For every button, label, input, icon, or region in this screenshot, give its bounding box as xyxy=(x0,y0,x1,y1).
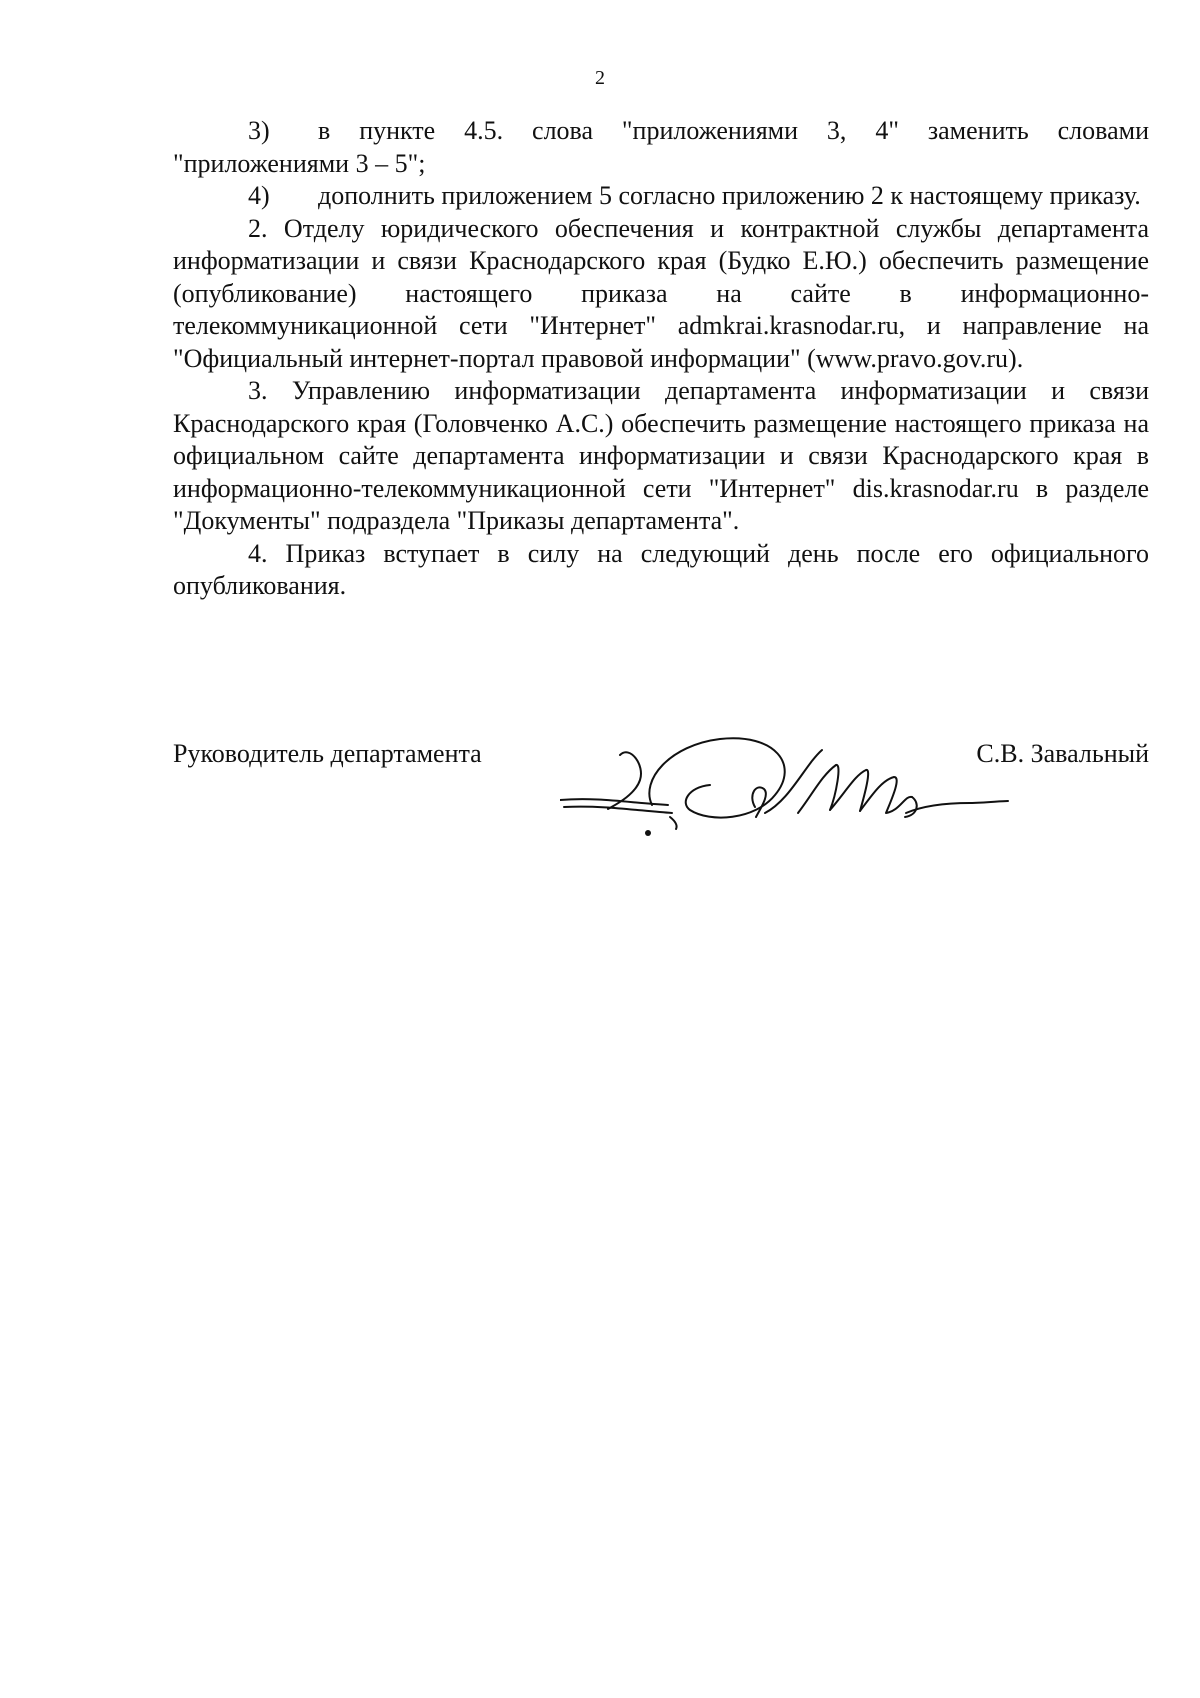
handwritten-signature xyxy=(560,725,1010,845)
list-item xyxy=(173,115,1149,180)
item-text: в пункте 4.5. слова "приложениями 3, 4" заменить словами "приложениями 3 – 5"; xyxy=(173,116,1149,178)
document-body xyxy=(173,115,1149,603)
item-text: дополнить приложением 5 согласно приложению 2 к настоящему приказу. xyxy=(318,181,1141,210)
page-number: 2 xyxy=(595,67,605,89)
list-item xyxy=(173,180,1149,213)
item-number: 4) xyxy=(248,181,270,210)
paragraph-2: 2. Отделу юридического обеспечения и контрактной службы департамента информатизации и связи Краснодарского края (Будко Е.Ю.) обеспечить размещение (опубликование) настоящего приказа на сайте в информационно-телекоммуникационной сети "Интернет" admkrai.krasnodar.ru, и направление на "Официальный интернет-портал правовой информации" (www.pravo.gov.ru). xyxy=(173,213,1149,373)
paragraph-4: 4. Приказ вступает в силу на следующий день после его официального опубликования. xyxy=(173,538,1149,600)
signatory-name: С.В. Завальный xyxy=(976,739,1149,768)
paragraph-3: 3. Управлению информатизации департамента информатизации и связи Краснодарского края (Головченко А.С.) обеспечить размещение настоящего приказа на официальном сайте департамента информатизации и связи Краснодарского края в информационно-телекоммуникационной сети "Интернет" dis.krasnodar.ru в разделе "Документы" подраздела "Приказы департамента". xyxy=(173,376,1149,535)
item-number: 3) xyxy=(248,116,270,145)
signatory-title: Руководитель департамента xyxy=(173,739,482,768)
